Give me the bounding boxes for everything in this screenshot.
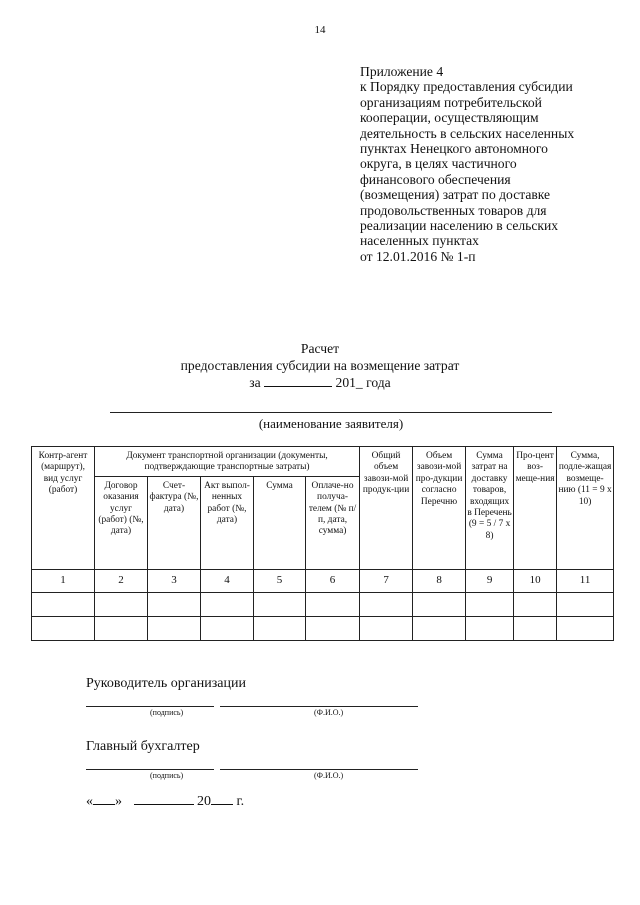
- appendix-line: округа, в целях частичного: [360, 156, 517, 172]
- empty-cell[interactable]: [201, 592, 254, 616]
- table-row: [32, 616, 614, 640]
- day-blank: [93, 792, 115, 805]
- header-invoice: Счет-фактура (№, дата): [148, 476, 201, 569]
- date-open-quote: «: [86, 794, 93, 809]
- month-blank: [134, 792, 194, 805]
- period-year: 201_: [335, 375, 363, 390]
- appendix-line: кооперации, осуществляющим: [360, 110, 539, 126]
- column-number: 10: [514, 569, 557, 592]
- column-number: 4: [201, 569, 254, 592]
- empty-cell[interactable]: [514, 616, 557, 640]
- accountant-signature-caption: (подпись): [150, 771, 184, 780]
- accountant-signature-line: [86, 769, 214, 770]
- header-sum: Сумма: [254, 476, 306, 569]
- period-suffix: года: [366, 375, 391, 390]
- page-number: 14: [314, 24, 326, 36]
- appendix-line: деятельность в сельских населенных: [360, 125, 575, 141]
- appendix-line: пунктах Ненецкого автономного: [360, 141, 548, 157]
- date-close-quote: »: [115, 794, 122, 809]
- table-row: [32, 592, 614, 616]
- header-row-1: [32, 447, 614, 477]
- column-number: 8: [413, 569, 466, 592]
- empty-cell[interactable]: [360, 592, 413, 616]
- header-transport-document: Документ транспортной организации (документы, подтверждающие транспортные затраты): [95, 447, 360, 477]
- empty-cell[interactable]: [95, 616, 148, 640]
- header-delivery-costs: Сумма затрат на доставку товаров, входящих в Перечень (9 = 5 / 7 х 8): [466, 447, 514, 570]
- date-century: 20: [197, 794, 211, 809]
- empty-cell[interactable]: [201, 616, 254, 640]
- header-contract: Договор оказания услуг (работ) (№, дата): [95, 476, 148, 569]
- empty-cell[interactable]: [254, 592, 306, 616]
- appendix-line: организациям потребительской: [360, 94, 542, 110]
- column-number: 1: [32, 569, 95, 592]
- appendix-line: (возмещения) затрат по доставке: [360, 187, 551, 203]
- head-name-caption: (Ф.И.О.): [314, 708, 344, 717]
- appendix-line: финансового обеспечения: [360, 171, 511, 187]
- header-amount-to-reimburse: Сумма, подле-жащая возмеще-нию (11 = 9 х 10): [557, 447, 614, 570]
- column-number: 9: [466, 569, 514, 592]
- empty-cell[interactable]: [95, 592, 148, 616]
- empty-cell[interactable]: [466, 592, 514, 616]
- column-number: 3: [148, 569, 201, 592]
- header-total-volume: Общий объем завози-мой продук-ции: [360, 447, 413, 570]
- empty-cell[interactable]: [557, 616, 614, 640]
- empty-cell[interactable]: [306, 592, 360, 616]
- head-name-line: [220, 706, 418, 707]
- empty-cell[interactable]: [32, 616, 95, 640]
- empty-cell[interactable]: [306, 616, 360, 640]
- appendix-line: от 12.01.2016 № 1-п: [360, 248, 476, 264]
- title-period: [0, 374, 640, 391]
- period-prefix: за: [249, 375, 261, 390]
- head-signature-caption: (подпись): [150, 708, 184, 717]
- appendix-line: реализации населению в сельских: [360, 218, 559, 234]
- empty-cell[interactable]: [413, 592, 466, 616]
- empty-cell[interactable]: [32, 592, 95, 616]
- title-line-1: Расчет: [300, 341, 340, 356]
- header-reimbursement-percent: Про-цент воз-меще-ния: [514, 447, 557, 570]
- column-number-row: [32, 569, 614, 592]
- appendix-line: Приложение 4: [360, 64, 444, 79]
- chief-accountant-label: Главный бухгалтер: [86, 739, 200, 754]
- calculation-table: [31, 446, 614, 641]
- document-title: [0, 340, 640, 391]
- appendix-line: населенных пунктах: [360, 233, 479, 249]
- date-line: [86, 792, 244, 810]
- empty-cell[interactable]: [514, 592, 557, 616]
- applicant-caption: (наименование заявителя): [258, 416, 404, 431]
- column-number: 2: [95, 569, 148, 592]
- appendix-line: к Порядку предоставления субсидии: [360, 79, 573, 95]
- head-of-organization-label: Руководитель организации: [86, 676, 246, 691]
- empty-cell[interactable]: [466, 616, 514, 640]
- head-signature-line: [86, 706, 214, 707]
- empty-cell[interactable]: [557, 592, 614, 616]
- appendix-heading: [360, 64, 610, 264]
- empty-cell[interactable]: [254, 616, 306, 640]
- appendix-line: продовольственных товаров для: [360, 202, 547, 218]
- column-number: 6: [306, 569, 360, 592]
- accountant-name-line: [220, 769, 418, 770]
- accountant-name-caption: (Ф.И.О.): [314, 771, 344, 780]
- header-act: Акт выпол-ненных работ (№, дата): [201, 476, 254, 569]
- empty-cell[interactable]: [148, 616, 201, 640]
- applicant-name-line: [110, 412, 552, 413]
- column-number: 7: [360, 569, 413, 592]
- empty-cell[interactable]: [413, 616, 466, 640]
- header-paid: Оплаче-но получа-телем (№ п/п, дата, сумма): [306, 476, 360, 569]
- column-number: 5: [254, 569, 306, 592]
- empty-cell[interactable]: [148, 592, 201, 616]
- header-volume-per-list: Объем завози-мой про-дукции согласно Перечню: [413, 447, 466, 570]
- header-counterparty: Контр-агент (маршрут), вид услуг (работ): [32, 447, 95, 570]
- title-line-2: предоставления субсидии на возмещение затрат: [180, 358, 460, 373]
- column-number: 11: [557, 569, 614, 592]
- date-year-suffix: г.: [236, 794, 245, 809]
- empty-cell[interactable]: [360, 616, 413, 640]
- year-blank: [211, 792, 233, 805]
- period-blank: [264, 374, 332, 387]
